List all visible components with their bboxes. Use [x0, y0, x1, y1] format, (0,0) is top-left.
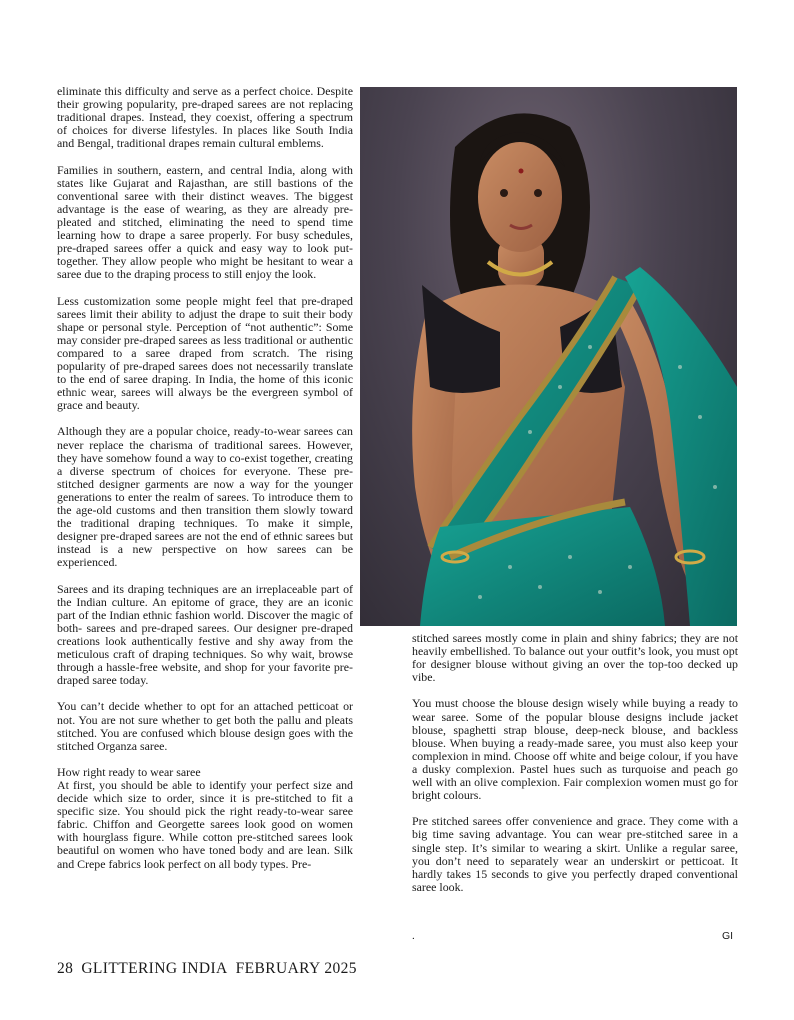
paragraph: At first, you should be able to identify your perfect size and decide which size to order, since it is pre-stitched to fit a specific size. You should pick the right ready-to-wear saree fabric. Chiffon and Georgette sarees look good on women with hourglass figure. While cotton pre-stitched sarees look beautiful on women who have toned body and are lean. Silk and Crepe fabrics look perfect on all body types. Pre-	[57, 777, 353, 871]
paragraph: You can’t decide whether to opt for an attached petticoat or not. You are not sure whether to get both the pallu and pleats stitched. You are confused which blouse design goes with the stitched Organza saree.	[57, 699, 353, 753]
paragraph: Families in southern, eastern, and central India, along with states like Gujarat and Rajasthan, are still bastions of the conventional saree with their distinct weaves. The biggest advantage is the ease of wearing, as they are already pre-pleated and stitched, eliminating the need to spend time learning how to drape a saree properly. For busy schedules, pre-draped sarees offer a quick and easy way to look put-together. They allow people who might be hesitant to wear a saree due to the draping process to still enjoy the look.	[57, 162, 353, 282]
saree-model-photo	[360, 87, 737, 626]
page-footer	[57, 960, 365, 978]
left-text-column	[57, 85, 353, 884]
page-number: 28	[57, 960, 74, 977]
paragraph: eliminate this difficulty and serve as a perfect choice. Despite their growing popularity, pre-draped sarees are not replacing traditional drapes. Instead, they coexist, offering a spectrum of choices for diverse lifestyles. In places like South India and Bengal, traditional drapes remain cultural emblems.	[57, 84, 353, 151]
article-signoff: GI	[722, 930, 734, 942]
right-text-column	[412, 632, 738, 907]
issue-date: FEBRUARY 2025	[235, 960, 357, 977]
magazine-name: GLITTERING INDIA	[81, 960, 228, 977]
subheading: How right ready to wear saree	[57, 764, 201, 779]
paragraph: Although they are a popular choice, ready-to-wear sarees can never replace the charisma of traditional sarees. However, they have somehow found a way to co-exist together, creating a diverse spectrum of choices for everyone. These pre-stitched designer garments are now a way for the younger generations to enter the realm of sarees. To introduce them to the age-old customs and then transition them slowly toward the traditional draping techniques. To make it simple, designer pre-draped sarees are not the end of ethnic sarees but instead is a new perspective on how sarees can be experienced.	[57, 424, 353, 570]
saree-model-illustration	[360, 87, 737, 626]
end-mark: .	[412, 930, 415, 942]
paragraph: Pre stitched sarees offer convenience and grace. They come with a big time saving advantage. You can wear pre-stitched saree in a single step. It’s similar to wearing a skirt. Unlike a regular saree, you don’t need to separately wear an underskirt or petticoat. It hardly takes 15 seconds to give you perfectly draped conventional saree look.	[412, 814, 738, 894]
paragraph: You must choose the blouse design wisely while buying a ready to wear saree. Some of the popular blouse designs include jacket blouse, spaghetti strap blouse, deep-neck blouse, and backless blouse. When buying a ready-made saree, you must also keep your complexion in mind. Choose off white and beige colour, if you have a dusky complexion. Pastel hues such as turquoise and peach go well with an olive complexion. Fair complexion women must go for bright colours.	[412, 696, 738, 803]
paragraph: Sarees and its draping techniques are an irreplaceable part of the Indian culture. An epitome of grace, they are an iconic part of the Indian ethnic fashion world. Discover the magic of both- sarees and pre-draped sarees. Our designer pre-draped creations look authentically festive and shy away from the meticulous craft of draping techniques. So why wait, browse through a hassle-free website, and shop for your favorite pre-draped saree today.	[57, 581, 353, 688]
paragraph: Less customization some people might feel that pre-draped sarees limit their ability to adjust the drape to suit their body shape or personal style. Perception of “not authentic”: Some may consider pre-draped sarees as less traditional or authentic compared to a saree draped from scratch. The rising popularity of pre-draped sarees does not necessarily translate to the end of saree draping. In India, the home of this iconic ethnic wear, sarees will always be the evergreen symbol of grace and beauty.	[57, 293, 353, 413]
paragraph: stitched sarees mostly come in plain and shiny fabrics; they are not heavily embellished. To balance out your outfit’s look, you must opt for designer blouse without giving an over the top-too decked up vibe.	[412, 631, 738, 685]
